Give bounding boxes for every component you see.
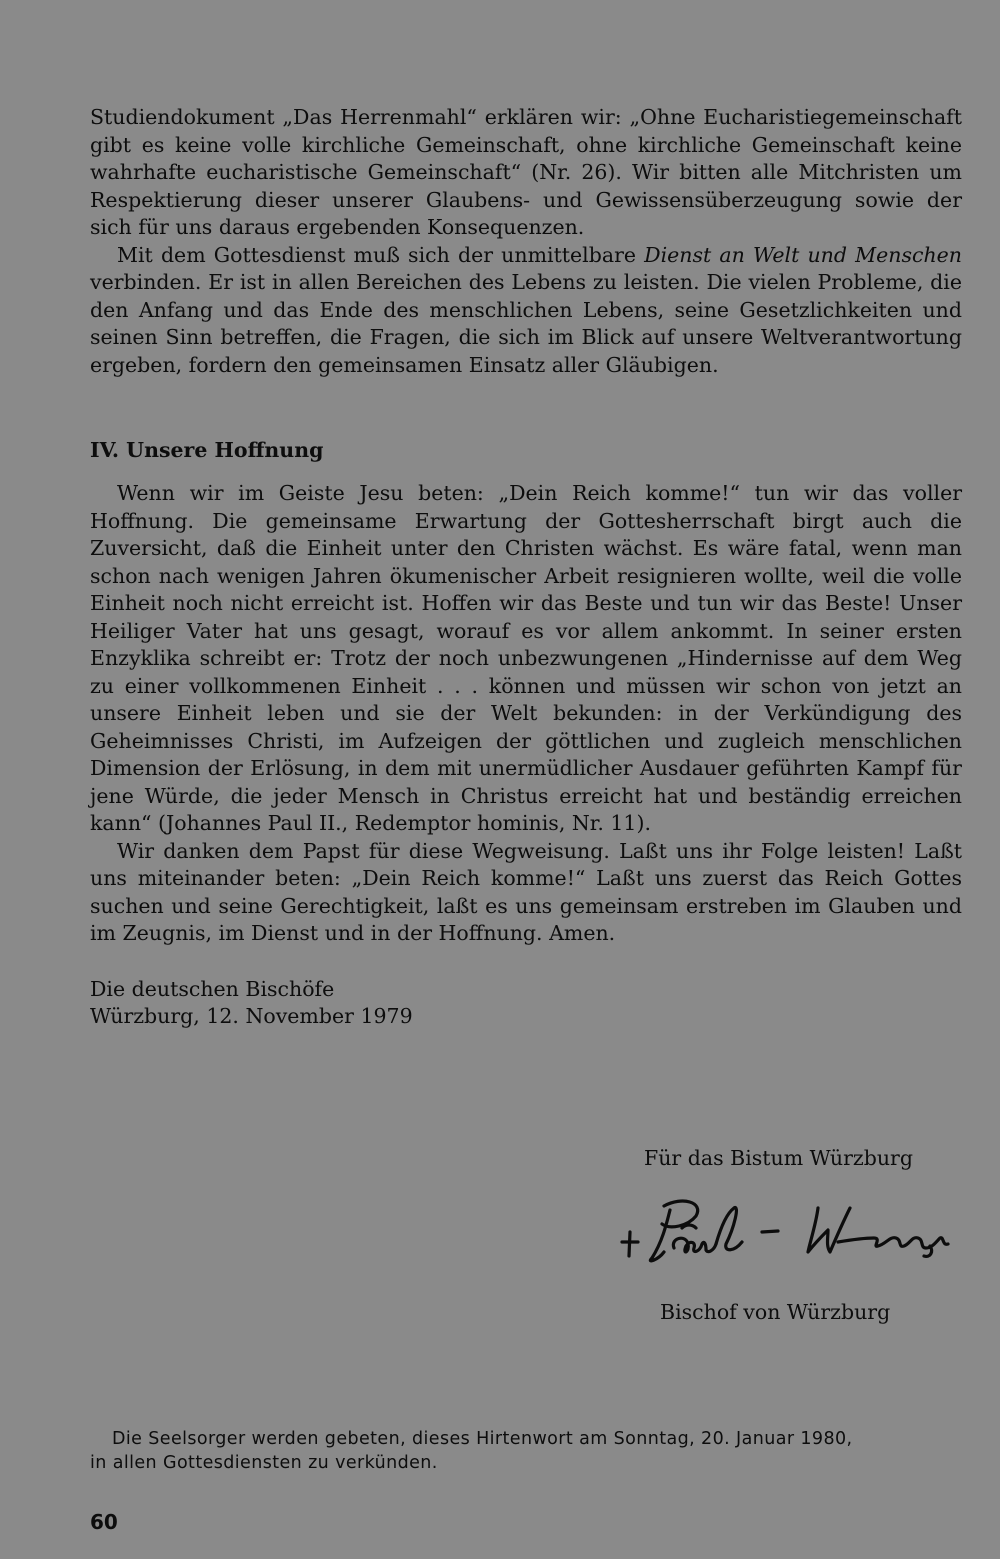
paragraph-1: Studiendokument „Das Herrenmahl“ erklären wir: „Ohne Eucharistiegemeinschaft gibt es keine volle kirchliche Gemeinschaft, ohne kirchliche Gemeinschaft keine wahrhafte eucharistische Gemeinschaft“ (Nr. 26). Wir bitten alle Mitchristen um Respektierung dieser unserer Glaubens- und Gewissensüberzeugung sowie der sich für uns daraus ergebenden Konsequenzen. — [90, 105, 962, 239]
closing-block — [90, 976, 962, 1030]
place-date: Würzburg, 12. November 1979 — [90, 1003, 413, 1028]
paragraph-2 — [90, 242, 962, 380]
paragraph-2-emphasis: Dienst an Welt und Menschen — [644, 242, 963, 267]
footnote-line-1: Die Seelsorger werden gebeten, dieses Hirtenwort am Sonntag, 20. Januar 1980, — [112, 1429, 853, 1449]
section-heading: IV. Unsere Hoffnung — [90, 438, 324, 462]
authors: Die deutschen Bischöfe — [90, 976, 335, 1001]
section-paragraph-1: Wenn wir im Geiste Jesu beten: „Dein Reich komme!“ tun wir das voller Hoffnung. Die gemeinsame Erwartung der Gottesherrschaft birgt auch die Zuversicht, daß die Einheit unter den Christen wächst. Es wäre fatal, wenn man schon nach wenigen Jahren ökumenischer Arbeit resignieren wollte, weil die volle Einheit noch nicht erreicht ist. Hoffen wir das Beste und tun wir das Beste! Unser Heiliger Vater hat uns gesagt, worauf es vor allem ankommt. In seiner ersten Enzyklika schreibt er: Trotz der noch unbezwungenen „Hindernisse auf dem Weg zu einer vollkommenen Einheit . . . können und müssen wir schon von jetzt an unsere Einheit leben und sie der Welt bekunden: in der Verkündigung des Geheimnisses Christi, im Aufzeigen der göttlichen und zugleich menschlichen Dimension der Erlösung, in dem mit unermüdlicher Ausdauer geführten Kampf für jene Würde, die jeder Mensch in Christus erreicht hat und beständig erreichen kann“ (Johannes Paul II., Redemptor hominis, Nr. 11). — [90, 481, 962, 835]
document-body — [90, 104, 962, 1030]
footnote — [90, 1427, 962, 1475]
page-number: 60 — [90, 1510, 118, 1534]
bishop-title: Bischof von Würzburg — [660, 1300, 891, 1324]
paragraph-2-end: verbinden. Er ist in allen Bereichen des Lebens zu leisten. Die vielen Probleme, die den Anfang und das Ende des menschlichen Lebens, seine Gesetzlichkeiten und seinen Sinn betreffen, die Fragen, die sich im Blick auf unsere Weltverantwortung ergeben, fordern den gemeinsamen Einsatz aller Gläubigen. — [90, 270, 962, 377]
signature-image — [612, 1190, 962, 1290]
paragraph-2-start: Mit dem Gottesdienst muß sich der unmittelbare — [117, 242, 645, 267]
footnote-line-2: in allen Gottesdiensten zu verkünden. — [90, 1453, 438, 1473]
diocese-label: Für das Bistum Würzburg — [644, 1146, 913, 1170]
section-paragraph-2: Wir danken dem Papst für diese Wegweisung. Laßt uns ihr Folge leisten! Laßt uns miteinander beten: „Dein Reich komme!“ Laßt uns zuerst das Reich Gottes suchen und seine Gerechtigkeit, laßt es uns gemeinsam erstreben im Glauben und im Zeugnis, im Dienst und in der Hoffnung. Amen. — [90, 838, 962, 945]
